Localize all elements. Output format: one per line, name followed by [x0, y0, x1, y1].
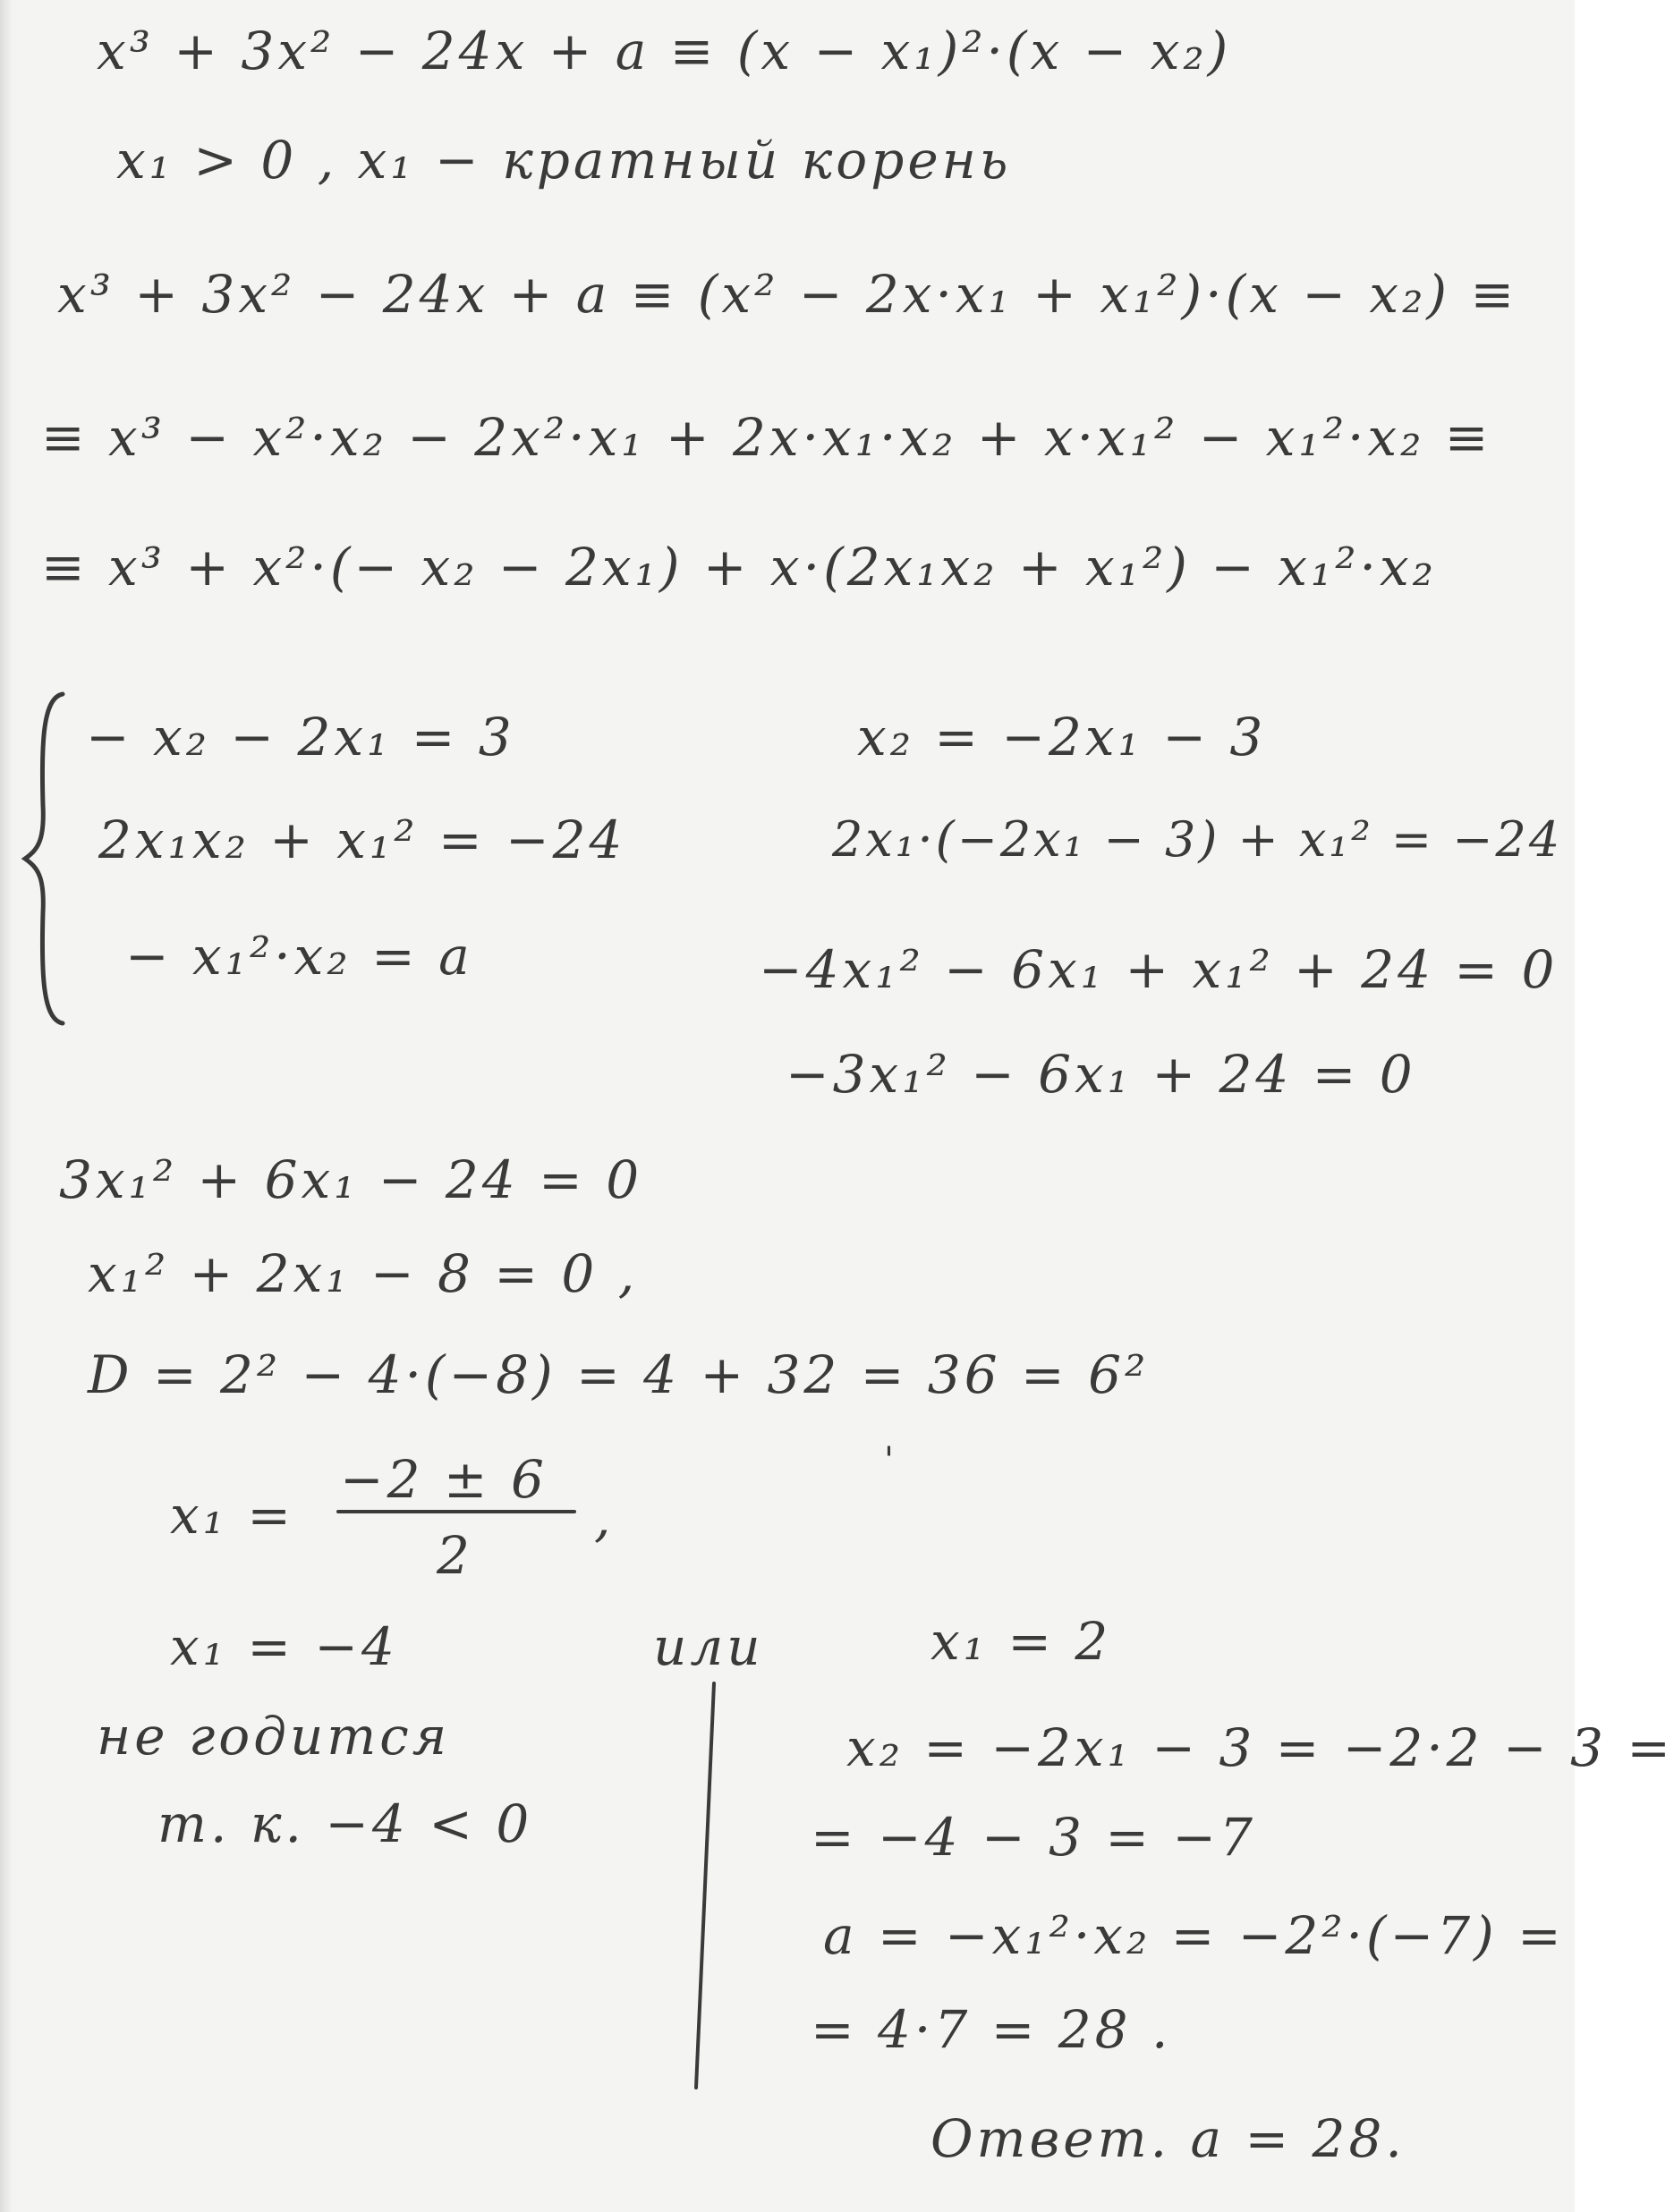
- grouped-line: ≡ x³ + x²·(− x₂ − 2x₁) + x·(2x₁x₂ + x₁²) − x₁²·x₂: [41, 537, 1437, 597]
- system-eq-2: 2x₁x₂ + x₁² = −24: [98, 809, 626, 870]
- quadratic-line-1: 3x₁² + 6x₁ − 24 = 0: [59, 1149, 643, 1210]
- condition-line: x₁ > 0 , x₁ − кратный корень: [116, 130, 1012, 191]
- expansion-line-1: x³ + 3x² − 24x + a ≡ (x² − 2x·x₁ + x₁²)·(x − x₂) ≡: [57, 264, 1518, 325]
- a-calc-line-2: = 4·7 = 28 .: [811, 1999, 1172, 2060]
- expansion-line-2: ≡ x³ − x²·x₂ − 2x²·x₁ + 2x·x₁·x₂ + x·x₁² − x₁²·x₂ ≡: [41, 407, 1492, 468]
- root-formula-comma: ,: [594, 1487, 615, 1548]
- substitution-line-2: 2x₁·(−2x₁ − 3) + x₁² = −24: [832, 811, 1563, 868]
- discriminant-line: D = 2² − 4·(−8) = 4 + 32 = 36 = 6²: [88, 1344, 1150, 1405]
- system-brace: [20, 689, 73, 1029]
- root-formula-numerator: −2 ± 6: [340, 1449, 548, 1510]
- fraction-bar: [336, 1506, 578, 1517]
- substitution-line-1: x₂ = −2x₁ − 3: [857, 707, 1267, 767]
- or-word: или: [653, 1616, 764, 1677]
- rejection-note: не годится: [97, 1706, 451, 1767]
- stray-mark: ': [884, 1440, 894, 1481]
- system-eq-1: − x₂ − 2x₁ = 3: [86, 707, 515, 767]
- root-formula-denominator: 2: [437, 1525, 473, 1586]
- a-calc-line-1: a = −x₁²·x₂ = −2²·(−7) =: [823, 1905, 1565, 1966]
- system-eq-3: − x₁²·x₂ = a: [125, 926, 473, 987]
- case-divider: [687, 1680, 723, 2091]
- x2-calc-line-1: x₂ = −2x₁ − 3 = −2·2 − 3 =: [846, 1717, 1674, 1778]
- substitution-line-4: −3x₁² − 6x₁ + 24 = 0: [786, 1044, 1416, 1105]
- root-positive: x₁ = 2: [930, 1611, 1112, 1672]
- identity-line: x³ + 3x² − 24x + a ≡ (x − x₁)²·(x − x₂): [97, 21, 1232, 81]
- substitution-line-3: −4x₁² − 6x₁ + x₁² + 24 = 0: [759, 939, 1559, 1000]
- x2-calc-line-2: = −4 − 3 = −7: [811, 1807, 1256, 1868]
- quadratic-line-2: x₁² + 2x₁ − 8 = 0 ,: [88, 1243, 639, 1304]
- final-answer: Ответ. a = 28.: [930, 2108, 1406, 2169]
- root-negative: x₁ = −4: [170, 1616, 398, 1677]
- root-formula-lhs: x₁ =: [170, 1485, 294, 1546]
- page-edge-shadow: [0, 0, 13, 2212]
- rejection-reason: т. к. −4 < 0: [157, 1793, 533, 1854]
